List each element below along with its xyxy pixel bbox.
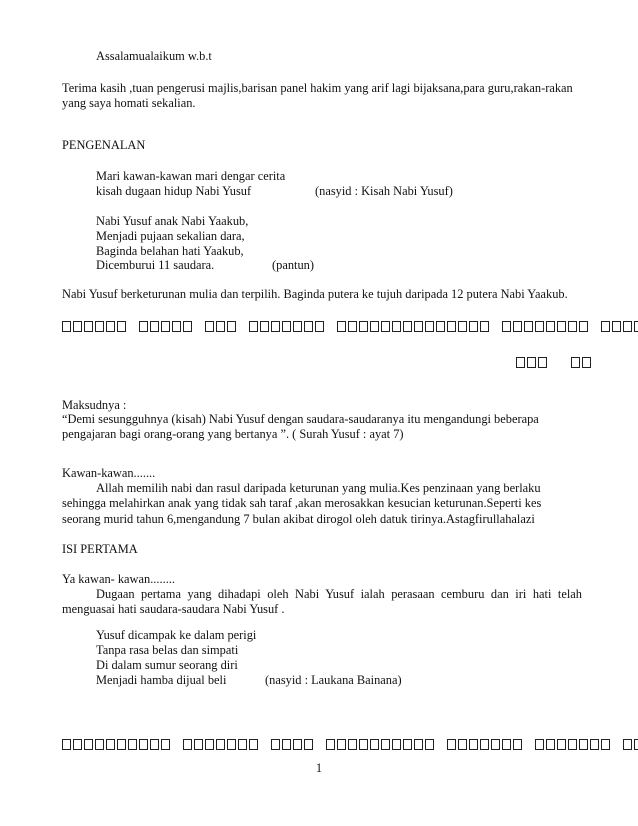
maksudnya-line: pengajaran bagi orang-orang yang bertanya ”. ( Surah Yusuf : ayat 7) <box>62 427 404 441</box>
dugaan-line: menguasai hati saudara-saudara Nabi Yusuf . <box>62 602 285 616</box>
kawan-label: Kawan-kawan....... <box>62 466 156 480</box>
nasyid1-line: kisah dugaan hidup Nabi Yusuf <box>96 184 252 198</box>
maksudnya-label: Maksudnya : <box>62 398 127 412</box>
nasyid2-note: (nasyid : Laukana Bainana) <box>265 673 402 687</box>
nasyid2-line: Menjadi hamba dijual beli <box>96 673 227 687</box>
arabic-verse-glyphs <box>62 318 638 333</box>
arabic-verse-glyphs-end <box>516 354 593 369</box>
heading-pengenalan: PENGENALAN <box>62 138 146 152</box>
nasyid2-line: Yusuf dicampak ke dalam perigi <box>96 628 257 642</box>
kawan-line: Allah memilih nabi dan rasul daripada keturunan yang mulia.Kes penzinaan yang berlaku <box>96 481 541 495</box>
maksudnya-line: “Demi sesungguhnya (kisah) Nabi Yusuf dengan saudara-saudaranya itu mengandungi beberapa <box>62 412 539 426</box>
kawan-line: seorang murid tahun 6,mengandung 7 bulan akibat dirogol oleh datuk tirinya.Astagfirullahalazi <box>62 512 535 526</box>
greeting: Assalamualaikum w.b.t <box>96 49 212 63</box>
dugaan-paragraph <box>62 587 582 617</box>
page-number: 1 <box>315 761 323 775</box>
dugaan-line: Dugaan pertama yang dihadapi oleh Nabi Yusuf ialah perasaan cemburu dan iri hati telah <box>96 587 582 601</box>
nasyid2-line: Tanpa rasa belas dan simpati <box>96 643 239 657</box>
heading-isi-pertama: ISI PERTAMA <box>62 542 138 556</box>
nabi-yusuf-line: Nabi Yusuf berketurunan mulia dan terpilih. Baginda putera ke tujuh daripada 12 putera Nabi Yaakub. <box>62 287 568 301</box>
nasyid1-line: Mari kawan-kawan mari dengar cerita <box>96 169 286 183</box>
ya-kawan-label: Ya kawan- kawan........ <box>62 572 175 586</box>
pantun-line: Menjadi pujaan sekalian dara, <box>96 229 245 243</box>
nasyid1-note: (nasyid : Kisah Nabi Yusuf) <box>315 184 453 198</box>
intro-line: Terima kasih ,tuan pengerusi majlis,barisan panel hakim yang arif lagi bijaksana,para guru,rakan-rakan <box>62 81 573 95</box>
intro-line: yang saya homati sekalian. <box>62 96 196 110</box>
pantun-note: (pantun) <box>272 258 314 272</box>
pantun-line: Nabi Yusuf anak Nabi Yaakub, <box>96 214 249 228</box>
nasyid2-line: Di dalam sumur seorang diri <box>96 658 238 672</box>
pantun-line: Dicemburui 11 saudara. <box>96 258 215 272</box>
intro-paragraph <box>62 81 578 111</box>
pantun-line: Baginda belahan hati Yaakub, <box>96 244 244 258</box>
kawan-line: sehingga melahirkan anak yang tidak sah taraf ,akan merosakkan kesucian keturunan.Seperti kes <box>62 496 542 510</box>
arabic-verse-glyphs-2 <box>62 736 638 751</box>
